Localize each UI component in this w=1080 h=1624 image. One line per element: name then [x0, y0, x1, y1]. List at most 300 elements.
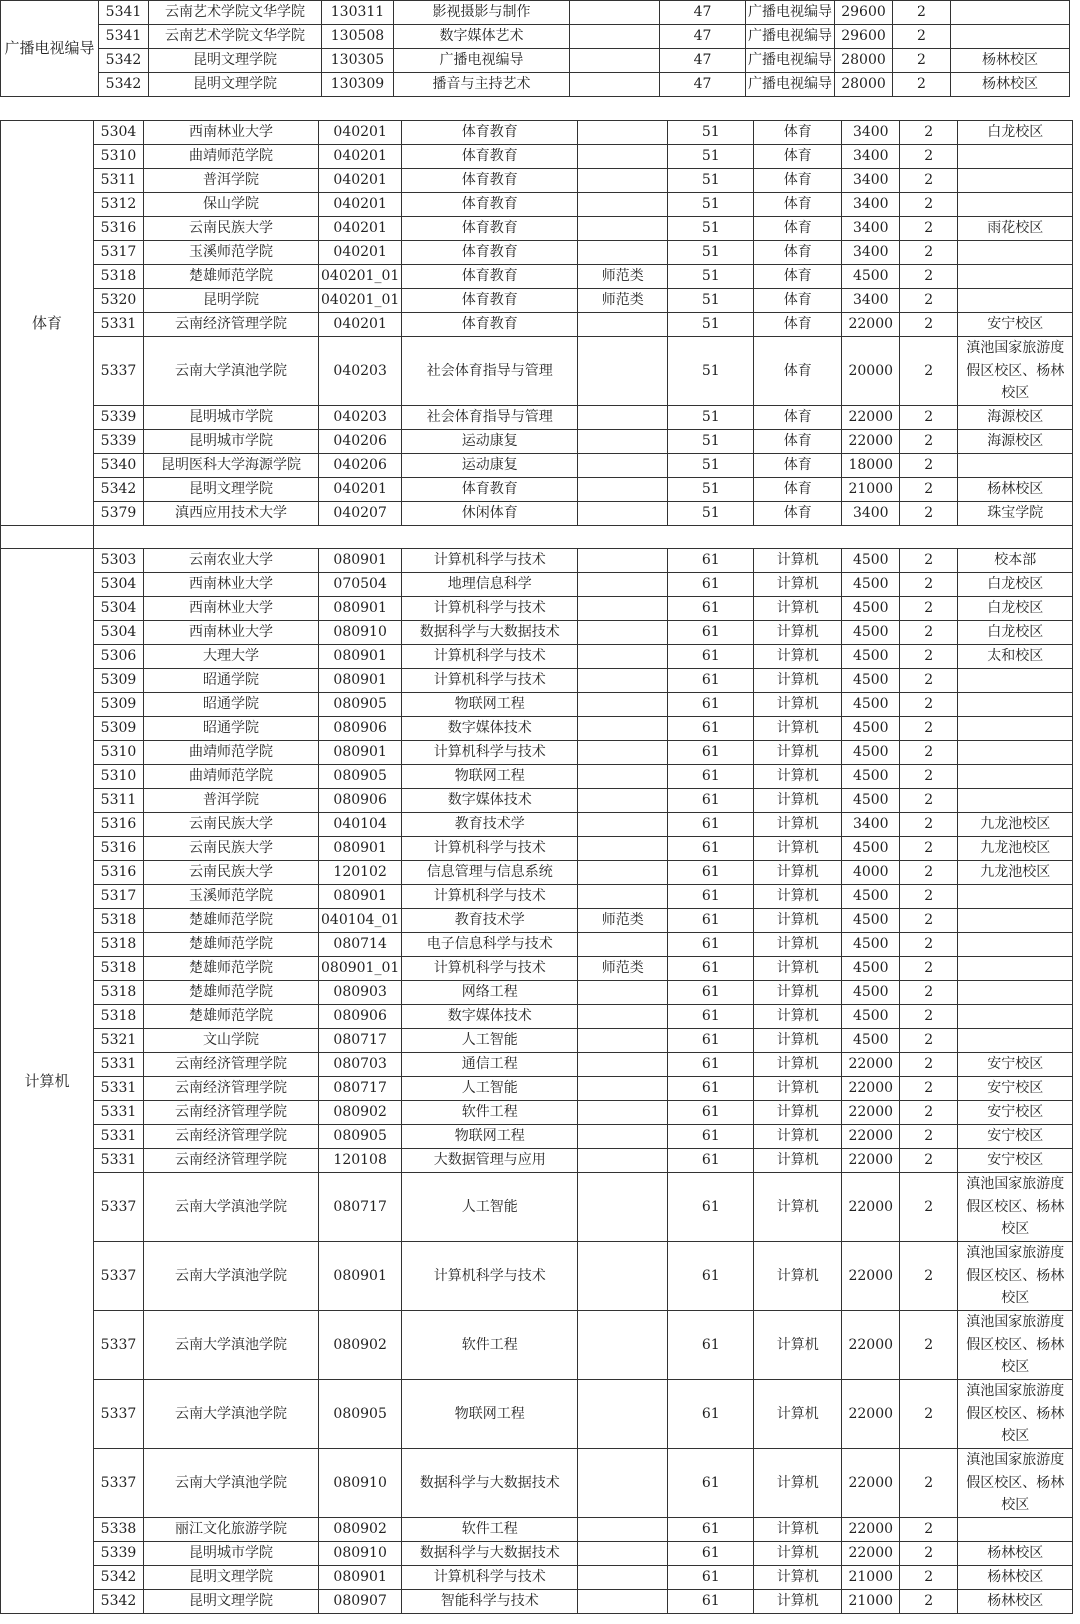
- campus-cell: 九龙池校区: [958, 837, 1073, 861]
- school-name-cell: 西南林业大学: [144, 121, 319, 145]
- note-cell: [578, 1125, 668, 1149]
- category-code-cell: 61: [668, 1029, 754, 1053]
- campus-cell: [958, 693, 1073, 717]
- campus-cell: [958, 454, 1073, 478]
- category-name-cell: 体育: [754, 313, 842, 337]
- campus-cell: 杨林校区: [958, 1566, 1073, 1590]
- campus-cell: [958, 145, 1073, 169]
- campus-cell: 九龙池校区: [958, 861, 1073, 885]
- category-name-cell: 体育: [754, 121, 842, 145]
- note-cell: [578, 1542, 668, 1566]
- note-cell: 师范类: [578, 265, 668, 289]
- campus-cell: 安宁校区: [958, 1077, 1073, 1101]
- note-cell: [578, 1053, 668, 1077]
- major-code-cell: 080910: [319, 1542, 402, 1566]
- tuition-cell: 3400: [842, 193, 900, 217]
- school-name-cell: 西南林业大学: [144, 597, 319, 621]
- school-code-cell: 5309: [94, 693, 144, 717]
- major-code-cell: 080901: [319, 597, 402, 621]
- campus-cell: 滇池国家旅游度假区校区、杨林校区: [958, 1173, 1073, 1242]
- major-name-cell: 大数据管理与应用: [402, 1149, 578, 1173]
- major-name-cell: 物联网工程: [402, 693, 578, 717]
- campus-cell: 安宁校区: [958, 313, 1073, 337]
- category-name-cell: 计算机: [754, 885, 842, 909]
- tuition-cell: 4500: [842, 717, 900, 741]
- tuition-cell: 18000: [842, 454, 900, 478]
- note-cell: [578, 1101, 668, 1125]
- category-code-cell: 61: [668, 573, 754, 597]
- tuition-cell: 3400: [842, 289, 900, 313]
- school-code-cell: 5340: [94, 454, 144, 478]
- note-cell: [578, 1311, 668, 1380]
- duration-cell: 2: [900, 478, 958, 502]
- category-code-cell: 61: [668, 1077, 754, 1101]
- note-cell: [570, 1, 660, 25]
- table-row: [1, 933, 1073, 957]
- duration-cell: 2: [900, 1380, 958, 1449]
- campus-cell: 滇池国家旅游度假区校区、杨林校区: [958, 337, 1073, 406]
- category-code-cell: 61: [668, 1242, 754, 1311]
- category-name-cell: 体育: [754, 217, 842, 241]
- separator-row: [1, 526, 1073, 549]
- category-name-cell: 计算机: [754, 573, 842, 597]
- table-row: [1, 25, 1070, 49]
- duration-cell: 2: [900, 1542, 958, 1566]
- note-cell: [570, 49, 660, 73]
- major-code-cell: 120108: [319, 1149, 402, 1173]
- campus-cell: [958, 717, 1073, 741]
- category-name-cell: 体育: [754, 478, 842, 502]
- campus-cell: [958, 1518, 1073, 1542]
- category-name-cell: 计算机: [754, 1029, 842, 1053]
- campus-cell: [958, 241, 1073, 265]
- category-name-cell: 广播电视编导: [746, 1, 835, 25]
- table-row: [1, 406, 1073, 430]
- category-code-cell: 47: [660, 49, 746, 73]
- major-name-cell: 计算机科学与技术: [402, 645, 578, 669]
- duration-cell: 2: [900, 502, 958, 526]
- campus-cell: 白龙校区: [958, 597, 1073, 621]
- major-name-cell: 运动康复: [402, 430, 578, 454]
- table-row: [1, 49, 1070, 73]
- school-name-cell: 云南艺术学院文华学院: [149, 25, 322, 49]
- major-name-cell: 计算机科学与技术: [402, 741, 578, 765]
- school-name-cell: 云南经济管理学院: [144, 1053, 319, 1077]
- table-row: [1, 789, 1073, 813]
- note-cell: 师范类: [578, 957, 668, 981]
- category-code-cell: 61: [668, 1566, 754, 1590]
- category-code-cell: 51: [668, 454, 754, 478]
- category-name-cell: 计算机: [754, 669, 842, 693]
- major-code-cell: 080905: [319, 1125, 402, 1149]
- category-code-cell: 61: [668, 861, 754, 885]
- campus-cell: [958, 265, 1073, 289]
- major-code-cell: 040201: [319, 313, 402, 337]
- school-code-cell: 5337: [94, 1449, 144, 1518]
- category-name-cell: 计算机: [754, 1149, 842, 1173]
- table-row: [1, 1149, 1073, 1173]
- duration-cell: 2: [900, 741, 958, 765]
- category-name-cell: 计算机: [754, 765, 842, 789]
- major-name-cell: 软件工程: [402, 1518, 578, 1542]
- major-name-cell: 人工智能: [402, 1029, 578, 1053]
- school-name-cell: 曲靖师范学院: [144, 145, 319, 169]
- campus-cell: [958, 789, 1073, 813]
- category-code-cell: 61: [668, 933, 754, 957]
- campus-cell: [958, 909, 1073, 933]
- category-name-cell: 计算机: [754, 693, 842, 717]
- table-row: [1, 241, 1073, 265]
- campus-cell: 校本部: [958, 549, 1073, 573]
- major-code-cell: 080902: [319, 1311, 402, 1380]
- duration-cell: 2: [900, 1173, 958, 1242]
- duration-cell: 2: [900, 454, 958, 478]
- category-code-cell: 61: [668, 765, 754, 789]
- tuition-cell: 22000: [842, 1125, 900, 1149]
- campus-cell: 珠宝学院: [958, 502, 1073, 526]
- table-row: [1, 837, 1073, 861]
- table-row: [1, 621, 1073, 645]
- duration-cell: 2: [900, 337, 958, 406]
- school-name-cell: 滇西应用技术大学: [144, 502, 319, 526]
- campus-cell: 滇池国家旅游度假区校区、杨林校区: [958, 1380, 1073, 1449]
- group-label-cell: 体育: [1, 121, 94, 526]
- school-name-cell: 云南艺术学院文华学院: [149, 1, 322, 25]
- school-name-cell: 云南大学滇池学院: [144, 1173, 319, 1242]
- school-name-cell: 云南经济管理学院: [144, 1149, 319, 1173]
- major-name-cell: 计算机科学与技术: [402, 1242, 578, 1311]
- tuition-cell: 22000: [842, 1053, 900, 1077]
- category-code-cell: 51: [668, 406, 754, 430]
- duration-cell: 2: [900, 621, 958, 645]
- major-code-cell: 040201: [319, 145, 402, 169]
- group-label-cell: 计算机: [1, 549, 94, 1614]
- table-row: [1, 1518, 1073, 1542]
- school-code-cell: 5303: [94, 549, 144, 573]
- school-name-cell: 玉溪师范学院: [144, 241, 319, 265]
- note-cell: [578, 1173, 668, 1242]
- major-name-cell: 教育技术学: [402, 909, 578, 933]
- major-code-cell: 040201_01: [319, 265, 402, 289]
- category-code-cell: 51: [668, 145, 754, 169]
- school-name-cell: 西南林业大学: [144, 573, 319, 597]
- school-name-cell: 云南经济管理学院: [144, 1125, 319, 1149]
- school-code-cell: 5304: [94, 621, 144, 645]
- note-cell: [578, 502, 668, 526]
- major-name-cell: 人工智能: [402, 1173, 578, 1242]
- table-row: [1, 957, 1073, 981]
- major-code-cell: 080714: [319, 933, 402, 957]
- table-row: [1, 121, 1073, 145]
- tuition-cell: 4500: [842, 885, 900, 909]
- category-name-cell: 计算机: [754, 1542, 842, 1566]
- category-name-cell: 计算机: [754, 837, 842, 861]
- tuition-cell: 3400: [842, 502, 900, 526]
- category-name-cell: 计算机: [754, 1125, 842, 1149]
- major-code-cell: 120102: [319, 861, 402, 885]
- duration-cell: 2: [900, 837, 958, 861]
- table-row: [1, 502, 1073, 526]
- major-name-cell: 物联网工程: [402, 1380, 578, 1449]
- sports-computer-table: [0, 120, 1073, 1614]
- category-code-cell: 51: [668, 241, 754, 265]
- note-cell: [578, 241, 668, 265]
- duration-cell: 2: [900, 693, 958, 717]
- major-name-cell: 体育教育: [402, 241, 578, 265]
- major-code-cell: 040201: [319, 169, 402, 193]
- major-name-cell: 影视摄影与制作: [394, 1, 570, 25]
- school-name-cell: 云南民族大学: [144, 217, 319, 241]
- major-code-cell: 080907: [319, 1590, 402, 1614]
- note-cell: [578, 741, 668, 765]
- school-code-cell: 5379: [94, 502, 144, 526]
- major-code-cell: 080902: [319, 1518, 402, 1542]
- school-code-cell: 5310: [94, 765, 144, 789]
- major-name-cell: 计算机科学与技术: [402, 885, 578, 909]
- campus-cell: 杨林校区: [958, 1542, 1073, 1566]
- school-code-cell: 5304: [94, 121, 144, 145]
- school-code-cell: 5318: [94, 909, 144, 933]
- group-label-cell: 广播电视编导: [1, 1, 99, 97]
- category-code-cell: 51: [668, 502, 754, 526]
- category-name-cell: 计算机: [754, 1173, 842, 1242]
- school-name-cell: 云南大学滇池学院: [144, 1449, 319, 1518]
- school-code-cell: 5331: [94, 1101, 144, 1125]
- category-code-cell: 51: [668, 169, 754, 193]
- table-row: [1, 813, 1073, 837]
- tuition-cell: 22000: [842, 1311, 900, 1380]
- campus-cell: [958, 1005, 1073, 1029]
- tuition-cell: 4500: [842, 741, 900, 765]
- school-name-cell: 楚雄师范学院: [144, 981, 319, 1005]
- school-code-cell: 5304: [94, 573, 144, 597]
- note-cell: [578, 1380, 668, 1449]
- tuition-cell: 22000: [842, 1149, 900, 1173]
- major-code-cell: 080906: [319, 1005, 402, 1029]
- school-code-cell: 5342: [94, 1566, 144, 1590]
- major-code-cell: 080906: [319, 717, 402, 741]
- major-code-cell: 040201: [319, 193, 402, 217]
- duration-cell: 2: [900, 313, 958, 337]
- school-code-cell: 5331: [94, 1077, 144, 1101]
- duration-cell: 2: [900, 909, 958, 933]
- duration-cell: 2: [900, 645, 958, 669]
- school-name-cell: 云南经济管理学院: [144, 1101, 319, 1125]
- category-code-cell: 61: [668, 693, 754, 717]
- school-code-cell: 5316: [94, 813, 144, 837]
- category-name-cell: 计算机: [754, 1053, 842, 1077]
- school-code-cell: 5317: [94, 241, 144, 265]
- note-cell: [578, 789, 668, 813]
- table-row: [1, 1449, 1073, 1518]
- campus-cell: 海源校区: [958, 406, 1073, 430]
- tuition-cell: 4500: [842, 1029, 900, 1053]
- major-name-cell: 数字媒体艺术: [394, 25, 570, 49]
- school-code-cell: 5316: [94, 861, 144, 885]
- tuition-cell: 3400: [842, 169, 900, 193]
- major-name-cell: 体育教育: [402, 217, 578, 241]
- note-cell: [578, 121, 668, 145]
- campus-cell: 杨林校区: [951, 49, 1070, 73]
- category-code-cell: 61: [668, 1053, 754, 1077]
- school-code-cell: 5337: [94, 1173, 144, 1242]
- major-code-cell: 040201: [319, 241, 402, 265]
- note-cell: [578, 813, 668, 837]
- duration-cell: 2: [900, 193, 958, 217]
- school-code-cell: 5331: [94, 313, 144, 337]
- note-cell: [578, 981, 668, 1005]
- duration-cell: 2: [900, 1005, 958, 1029]
- duration-cell: 2: [900, 861, 958, 885]
- school-code-cell: 5318: [94, 1005, 144, 1029]
- duration-cell: 2: [900, 885, 958, 909]
- campus-cell: 滇池国家旅游度假区校区、杨林校区: [958, 1311, 1073, 1380]
- duration-cell: 2: [900, 549, 958, 573]
- campus-cell: [958, 741, 1073, 765]
- category-name-cell: 计算机: [754, 741, 842, 765]
- note-cell: [578, 717, 668, 741]
- table-row: [1, 1053, 1073, 1077]
- category-name-cell: 计算机: [754, 1449, 842, 1518]
- duration-cell: 2: [900, 933, 958, 957]
- campus-cell: 雨花校区: [958, 217, 1073, 241]
- campus-cell: [958, 1029, 1073, 1053]
- tuition-cell: 22000: [842, 1173, 900, 1242]
- campus-cell: 杨林校区: [951, 73, 1070, 97]
- school-name-cell: 昭通学院: [144, 669, 319, 693]
- school-name-cell: 昆明文理学院: [144, 1590, 319, 1614]
- table-row: [1, 478, 1073, 502]
- category-code-cell: 51: [668, 265, 754, 289]
- note-cell: [578, 1449, 668, 1518]
- major-name-cell: 社会体育指导与管理: [402, 337, 578, 406]
- category-name-cell: 广播电视编导: [746, 25, 835, 49]
- school-name-cell: 曲靖师范学院: [144, 741, 319, 765]
- category-name-cell: 计算机: [754, 621, 842, 645]
- note-cell: [578, 573, 668, 597]
- table-row: [1, 1380, 1073, 1449]
- tuition-cell: 4500: [842, 837, 900, 861]
- note-cell: [578, 430, 668, 454]
- major-name-cell: 电子信息科学与技术: [402, 933, 578, 957]
- table-row: [1, 693, 1073, 717]
- category-code-cell: 47: [660, 1, 746, 25]
- duration-cell: 2: [900, 289, 958, 313]
- note-cell: [578, 169, 668, 193]
- major-name-cell: 体育教育: [402, 313, 578, 337]
- category-code-cell: 61: [668, 957, 754, 981]
- major-code-cell: 040206: [319, 454, 402, 478]
- table-row: [1, 193, 1073, 217]
- major-code-cell: 080905: [319, 765, 402, 789]
- duration-cell: 2: [900, 765, 958, 789]
- table-row: [1, 454, 1073, 478]
- duration-cell: 2: [893, 25, 951, 49]
- campus-cell: 安宁校区: [958, 1149, 1073, 1173]
- major-name-cell: 体育教育: [402, 169, 578, 193]
- major-name-cell: 体育教育: [402, 193, 578, 217]
- tuition-cell: 28000: [835, 73, 893, 97]
- campus-cell: 滇池国家旅游度假区校区、杨林校区: [958, 1242, 1073, 1311]
- note-cell: [578, 193, 668, 217]
- school-name-cell: 云南农业大学: [144, 549, 319, 573]
- campus-cell: [951, 1, 1070, 25]
- category-code-cell: 61: [668, 1125, 754, 1149]
- major-code-cell: 080901: [319, 645, 402, 669]
- table-row: [1, 73, 1070, 97]
- category-name-cell: 体育: [754, 145, 842, 169]
- school-name-cell: 楚雄师范学院: [144, 957, 319, 981]
- school-code-cell: 5320: [94, 289, 144, 313]
- tuition-cell: 22000: [842, 406, 900, 430]
- duration-cell: 2: [900, 789, 958, 813]
- school-code-cell: 5306: [94, 645, 144, 669]
- major-code-cell: 130309: [322, 73, 394, 97]
- school-code-cell: 5337: [94, 1242, 144, 1311]
- school-name-cell: 云南大学滇池学院: [144, 1311, 319, 1380]
- major-code-cell: 080901: [319, 1242, 402, 1311]
- note-cell: [578, 933, 668, 957]
- table-row: [1, 430, 1073, 454]
- note-cell: 师范类: [578, 909, 668, 933]
- school-code-cell: 5337: [94, 1311, 144, 1380]
- duration-cell: 2: [900, 1518, 958, 1542]
- school-code-cell: 5341: [99, 25, 149, 49]
- tuition-cell: 4500: [842, 933, 900, 957]
- school-code-cell: 5311: [94, 789, 144, 813]
- category-name-cell: 体育: [754, 430, 842, 454]
- campus-cell: 滇池国家旅游度假区校区、杨林校区: [958, 1449, 1073, 1518]
- category-name-cell: 计算机: [754, 861, 842, 885]
- campus-cell: [958, 669, 1073, 693]
- major-name-cell: 数据科学与大数据技术: [402, 621, 578, 645]
- school-name-cell: 昆明城市学院: [144, 430, 319, 454]
- category-code-cell: 47: [660, 25, 746, 49]
- table-row: [1, 1, 1070, 25]
- tuition-cell: 21000: [842, 1590, 900, 1614]
- campus-cell: [958, 981, 1073, 1005]
- note-cell: [578, 454, 668, 478]
- school-name-cell: 保山学院: [144, 193, 319, 217]
- table-row: [1, 1566, 1073, 1590]
- duration-cell: 2: [900, 1077, 958, 1101]
- campus-cell: 白龙校区: [958, 573, 1073, 597]
- category-code-cell: 61: [668, 669, 754, 693]
- tuition-cell: 3400: [842, 217, 900, 241]
- school-name-cell: 昆明文理学院: [149, 49, 322, 73]
- major-name-cell: 计算机科学与技术: [402, 549, 578, 573]
- major-code-cell: 040206: [319, 430, 402, 454]
- major-name-cell: 计算机科学与技术: [402, 837, 578, 861]
- duration-cell: 2: [900, 121, 958, 145]
- tuition-cell: 28000: [835, 49, 893, 73]
- table-row: [1, 1242, 1073, 1311]
- school-name-cell: 云南大学滇池学院: [144, 1380, 319, 1449]
- major-code-cell: 080703: [319, 1053, 402, 1077]
- category-code-cell: 61: [668, 885, 754, 909]
- school-code-cell: 5331: [94, 1053, 144, 1077]
- note-cell: [578, 145, 668, 169]
- category-name-cell: 计算机: [754, 957, 842, 981]
- note-cell: [578, 549, 668, 573]
- table-row: [1, 645, 1073, 669]
- category-code-cell: 61: [668, 741, 754, 765]
- major-code-cell: 080901: [319, 669, 402, 693]
- note-cell: [578, 837, 668, 861]
- major-code-cell: 080902: [319, 1101, 402, 1125]
- category-name-cell: 计算机: [754, 1590, 842, 1614]
- tuition-cell: 4500: [842, 265, 900, 289]
